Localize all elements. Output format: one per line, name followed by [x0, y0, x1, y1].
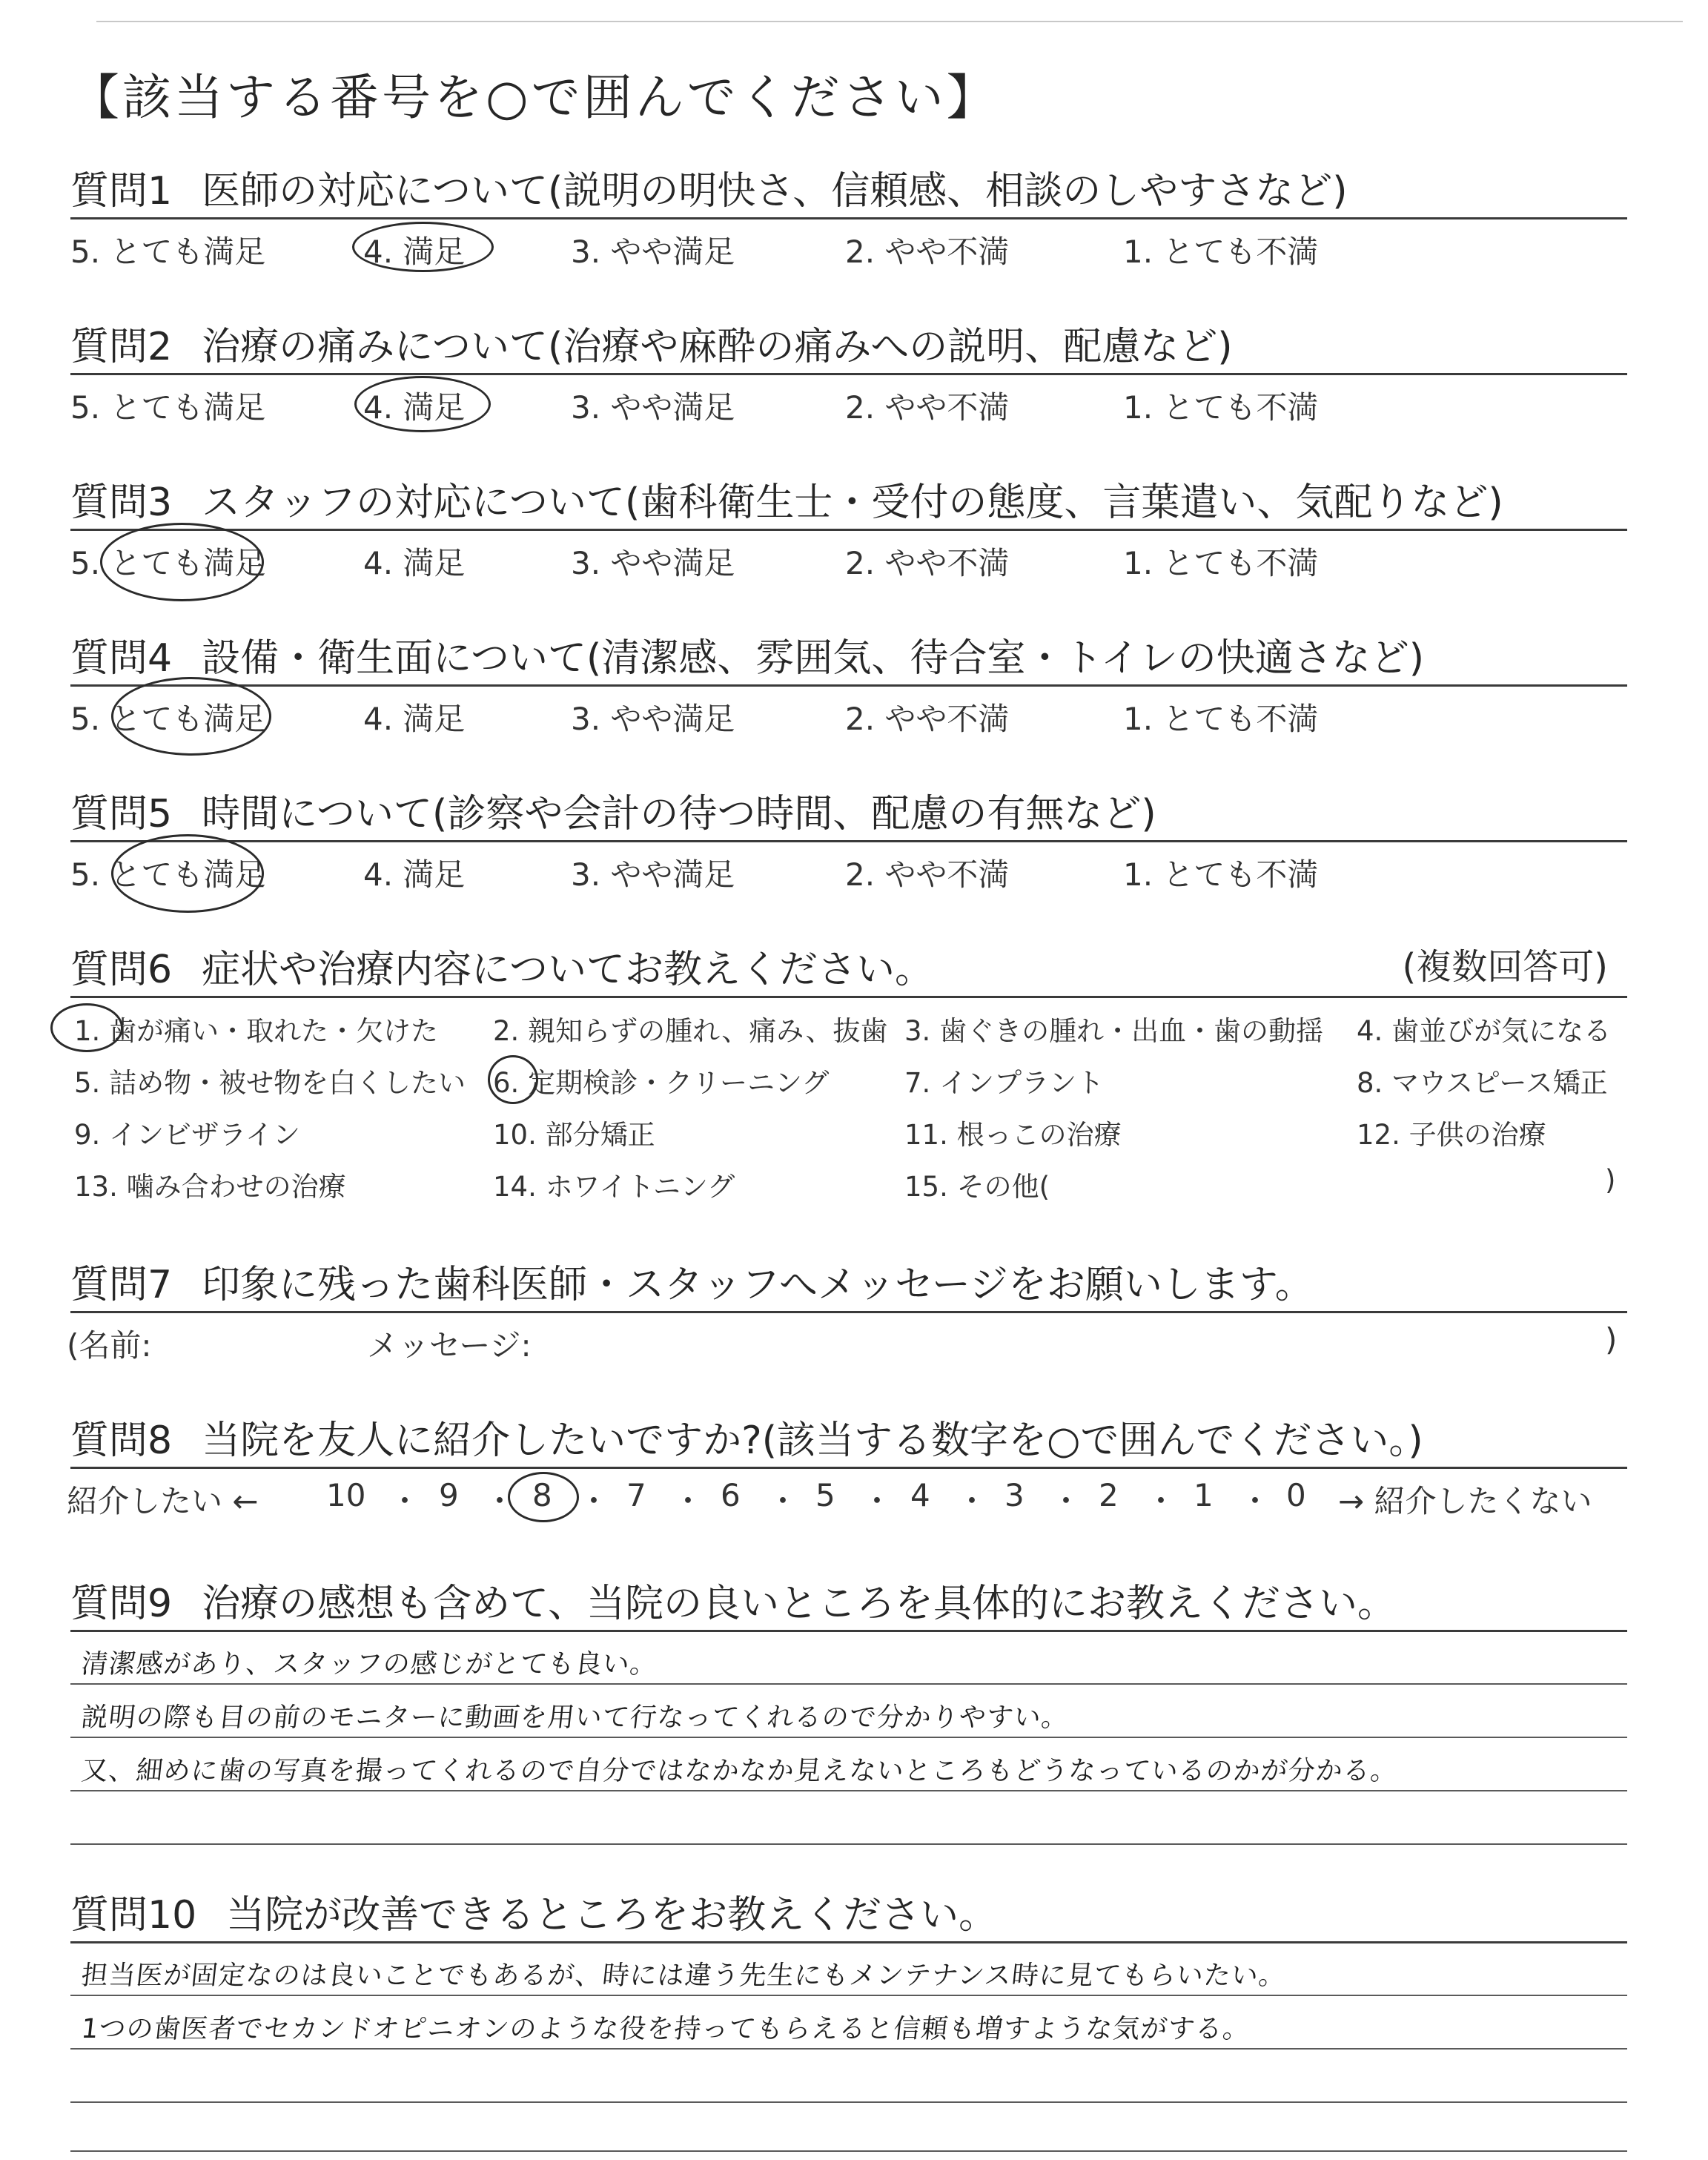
symptom-option-3[interactable]: 3. 歯ぐきの腫れ・出血・歯の動揺	[904, 1015, 1324, 1047]
score-3[interactable]: 3	[1004, 1477, 1025, 1513]
symptom-option-12[interactable]: 12. 子供の治療	[1357, 1119, 1546, 1151]
symptom-option-9[interactable]: 9. インビザライン	[74, 1119, 300, 1151]
question-number: 質問9	[70, 1582, 173, 1626]
question-title	[70, 315, 1233, 371]
option-4[interactable]: 4. 満足	[363, 389, 466, 426]
question-number: 質問8	[70, 1418, 173, 1463]
question-text: スタッフの対応について(歯科衛生士・受付の態度、言葉遣い、気配りなど)	[202, 480, 1503, 525]
handwritten-answer: 清潔感があり、スタッフの感じがとても良い。	[79, 1649, 659, 1680]
option-2[interactable]: 2. やや不満	[845, 701, 1010, 737]
score-10[interactable]: 10	[326, 1477, 366, 1513]
question-number: 質問3	[70, 480, 173, 525]
symptom-option-10[interactable]: 10. 部分矯正	[493, 1119, 655, 1151]
scale-dot: ・	[672, 1483, 704, 1519]
option-5[interactable]: 5. とても満足	[70, 701, 266, 737]
score-2[interactable]: 2	[1099, 1477, 1119, 1513]
scale-dot: ・	[767, 1483, 799, 1519]
option-3[interactable]: 3. やや満足	[571, 856, 735, 893]
handwritten-answer: 説明の際も目の前のモニターに動画を用いて行なってくれるので分かりやすい。	[79, 1702, 1070, 1733]
answer-line	[70, 2048, 1627, 2050]
symptom-option-8[interactable]: 8. マウスピース矯正	[1357, 1067, 1608, 1099]
score-0[interactable]: 0	[1286, 1477, 1306, 1513]
option-1[interactable]: 1. とても不満	[1123, 545, 1319, 581]
question-text: 設備・衛生面について(清潔感、雰囲気、待合室・トイレの快適さなど)	[202, 636, 1425, 681]
score-4[interactable]: 4	[910, 1477, 930, 1513]
question-text: 時間について(診察や会計の待つ時間、配慮の有無など)	[202, 792, 1156, 836]
scale-dot: ・	[1239, 1483, 1271, 1519]
question-title	[70, 938, 933, 994]
question-number: 質問7	[70, 1263, 173, 1307]
question-text: 当院を友人に紹介したいですか?(該当する数字を○で囲んでください。)	[202, 1418, 1423, 1463]
symptom-option-6[interactable]: 6. 定期検診・クリーニング	[493, 1067, 830, 1099]
option-1[interactable]: 1. とても不満	[1123, 856, 1319, 893]
score-5[interactable]: 5	[815, 1477, 835, 1513]
symptom-option-14[interactable]: 14. ホワイトニング	[493, 1171, 735, 1203]
scale-dot: ・	[484, 1483, 516, 1519]
question-rule	[70, 217, 1627, 219]
option-1[interactable]: 1. とても不満	[1123, 389, 1319, 426]
option-3[interactable]: 3. やや満足	[571, 545, 735, 581]
scale-dot: ・	[861, 1483, 893, 1519]
scale-dot: ・	[956, 1483, 988, 1519]
handwritten-answer: 担当医が固定なのは良いことでもあるが、時には違う先生にもメンテナンス時に見てもらいたい。	[79, 1961, 1288, 1991]
page-top-edge	[96, 21, 1683, 22]
question-rule	[70, 373, 1627, 375]
question-title	[70, 1409, 1423, 1464]
question-title	[70, 627, 1424, 682]
question-text: 治療の痛みについて(治療や麻酔の痛みへの説明、配慮など)	[202, 325, 1233, 369]
score-1[interactable]: 1	[1194, 1477, 1214, 1513]
symptom-option-13[interactable]: 13. 噛み合わせの治療	[74, 1171, 346, 1203]
question-text: 症状や治療内容についてお教えください。	[202, 948, 934, 992]
question-text: 治療の感想も含めて、当院の良いところを具体的にお教えください。	[202, 1582, 1397, 1626]
question-title	[70, 1883, 997, 1939]
question-rule	[70, 1941, 1627, 1943]
symptom-option-7[interactable]: 7. インプラント	[904, 1067, 1105, 1099]
question-rule	[70, 996, 1627, 998]
score-9[interactable]: 9	[439, 1477, 459, 1513]
question-title	[70, 1253, 1314, 1309]
question-number: 質問6	[70, 948, 173, 992]
question-number: 質問10	[70, 1893, 197, 1938]
scale-dot: ・	[389, 1483, 421, 1519]
message-field-label: メッセージ:	[367, 1327, 532, 1364]
score-8[interactable]: 8	[532, 1477, 552, 1513]
option-4[interactable]: 4. 満足	[363, 856, 466, 893]
question-text: 医師の対応について(説明の明快さ、信頼感、相談のしやすさなど)	[202, 169, 1348, 214]
scale-dot: ・	[578, 1483, 610, 1519]
option-1[interactable]: 1. とても不満	[1123, 234, 1319, 270]
question-number: 質問4	[70, 636, 173, 681]
option-2[interactable]: 2. やや不満	[845, 389, 1010, 426]
option-3[interactable]: 3. やや満足	[571, 389, 735, 426]
question-rule	[70, 1630, 1627, 1632]
message-close-paren: )	[1605, 1321, 1618, 1358]
option-5[interactable]: 5. とても満足	[70, 545, 266, 581]
option-4[interactable]: 4. 満足	[363, 701, 466, 737]
question-text: 当院が改善できるところをお教えください。	[226, 1893, 998, 1938]
recommend-left-label: 紹介したい ←	[67, 1483, 259, 1519]
answer-line	[70, 2101, 1627, 2103]
option-3[interactable]: 3. やや満足	[571, 701, 735, 737]
answer-line	[70, 2150, 1627, 2152]
option-4[interactable]: 4. 満足	[363, 545, 466, 581]
recommend-right-label: → 紹介したくない	[1338, 1483, 1592, 1519]
answer-line	[70, 1737, 1627, 1738]
question-rule	[70, 1467, 1627, 1469]
handwritten-answer: 1つの歯医者でセカンドオピニオンのような役を持ってもらえると信頼も増すような気がする。	[79, 2014, 1252, 2044]
symptom-option-1[interactable]: 1. 歯が痛い・取れた・欠けた	[74, 1015, 439, 1047]
option-5[interactable]: 5. とても満足	[70, 234, 266, 270]
option-5[interactable]: 5. とても満足	[70, 856, 266, 893]
option-4[interactable]: 4. 満足	[363, 234, 466, 270]
question-text: 印象に残った歯科医師・スタッフへメッセージをお願いします。	[202, 1263, 1314, 1307]
answer-line	[70, 1790, 1627, 1791]
symptom-option-4[interactable]: 4. 歯並びが気になる	[1357, 1015, 1612, 1047]
answer-line	[70, 1995, 1627, 1996]
question-number: 質問2	[70, 325, 173, 369]
score-6[interactable]: 6	[721, 1477, 741, 1513]
option-5[interactable]: 5. とても満足	[70, 389, 266, 426]
option-3[interactable]: 3. やや満足	[571, 234, 735, 270]
option-2[interactable]: 2. やや不満	[845, 856, 1010, 893]
question-rule	[70, 529, 1627, 531]
question-title	[70, 471, 1503, 526]
option-2[interactable]: 2. やや不満	[845, 545, 1010, 581]
handwritten-answer: 又、細めに歯の写真を撮ってくれるので自分ではなかなか見えないところもどうなっているのかが分かる。	[79, 1756, 1400, 1786]
form-heading: 【該当する番号を○で囲んでください】	[70, 69, 999, 126]
question-title	[70, 782, 1156, 838]
symptom-option-5[interactable]: 5. 詰め物・被せ物を白くしたい	[74, 1067, 466, 1099]
question-rule	[70, 840, 1627, 842]
symptom-option-2[interactable]: 2. 親知らずの腫れ、痛み、抜歯	[493, 1015, 888, 1047]
option-2[interactable]: 2. やや不満	[845, 234, 1010, 270]
symptom-option-15[interactable]: 15. その他(	[904, 1171, 1050, 1203]
other-close-paren: )	[1605, 1164, 1616, 1196]
question-title	[70, 159, 1348, 215]
symptom-option-11[interactable]: 11. 根っこの治療	[904, 1119, 1122, 1151]
answer-line	[70, 1843, 1627, 1845]
multiple-answers-note: (複数回答可)	[1402, 946, 1608, 988]
answer-line	[70, 1683, 1627, 1685]
score-7[interactable]: 7	[626, 1477, 646, 1513]
scale-dot: ・	[1145, 1483, 1177, 1519]
scale-dot: ・	[1050, 1483, 1082, 1519]
question-title	[70, 1572, 1396, 1628]
question-rule	[70, 1311, 1627, 1313]
question-number: 質問5	[70, 792, 173, 836]
question-rule	[70, 684, 1627, 687]
question-number: 質問1	[70, 169, 173, 214]
name-field-label: (名前:	[67, 1327, 152, 1364]
option-1[interactable]: 1. とても不満	[1123, 701, 1319, 737]
